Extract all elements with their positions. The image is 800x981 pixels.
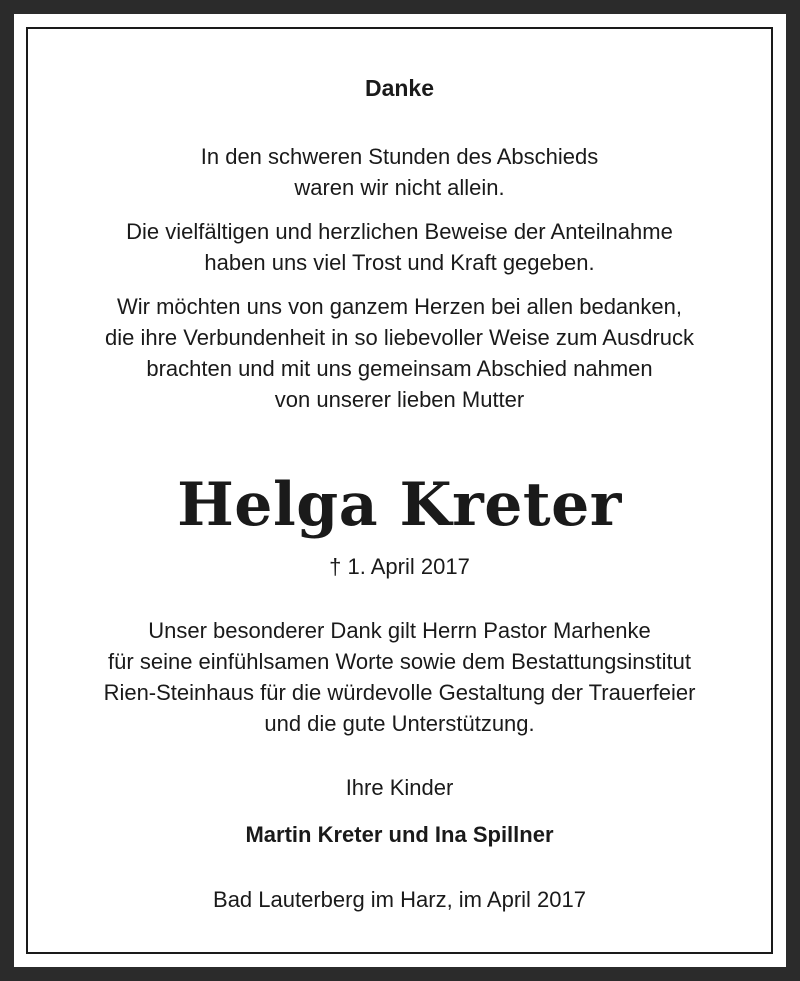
place-date: Bad Lauterberg im Harz, im April 2017: [213, 887, 586, 912]
death-date-block: [28, 551, 771, 582]
signature-label: Ihre Kinder: [345, 775, 454, 800]
paragraph-4-line: für seine einfühlsamen Worte sowie dem Bestattungsinstitut: [108, 649, 691, 674]
signature-names: Martin Kreter und Ina Spillner: [245, 822, 554, 847]
death-date: † 1. April 2017: [329, 554, 470, 579]
paragraph-4-line: und die gute Unterstützung.: [264, 711, 535, 736]
place-date-block: [28, 884, 771, 915]
signature-names-block: [28, 819, 771, 850]
paragraph-3-line: brachten und mit uns gemeinsam Abschied nahmen: [146, 356, 653, 381]
paragraph-4-line: Unser besonderer Dank gilt Herrn Pastor Marhenke: [148, 618, 651, 643]
paragraph-1-line: In den schweren Stunden des Abschieds: [200, 144, 599, 169]
paragraph-1-line: waren wir nicht allein.: [294, 175, 505, 200]
paragraph-2-line: Die vielfältigen und herzlichen Beweise der Anteilnahme: [126, 219, 673, 244]
paragraph-2-line: haben uns viel Trost und Kraft gegeben.: [204, 250, 595, 275]
notice-frame: [26, 27, 773, 954]
paragraph-1: [28, 141, 771, 203]
deceased-name: Helga Kreter: [177, 470, 622, 540]
paragraph-3-line: die ihre Verbundenheit in so liebevoller Weise zum Ausdruck: [104, 325, 695, 350]
heading: Danke: [364, 75, 435, 101]
paragraph-3-line: Wir möchten uns von ganzem Herzen bei allen bedanken,: [117, 294, 682, 319]
paragraph-2: [28, 216, 771, 278]
signature-label-block: [28, 772, 771, 803]
paragraph-4: [28, 615, 771, 739]
paragraph-4-line: Rien-Steinhaus für die würdevolle Gestaltung der Trauerfeier: [103, 680, 696, 705]
paragraph-3: [28, 291, 771, 415]
paragraph-3-line: von unserer lieben Mutter: [274, 387, 525, 412]
